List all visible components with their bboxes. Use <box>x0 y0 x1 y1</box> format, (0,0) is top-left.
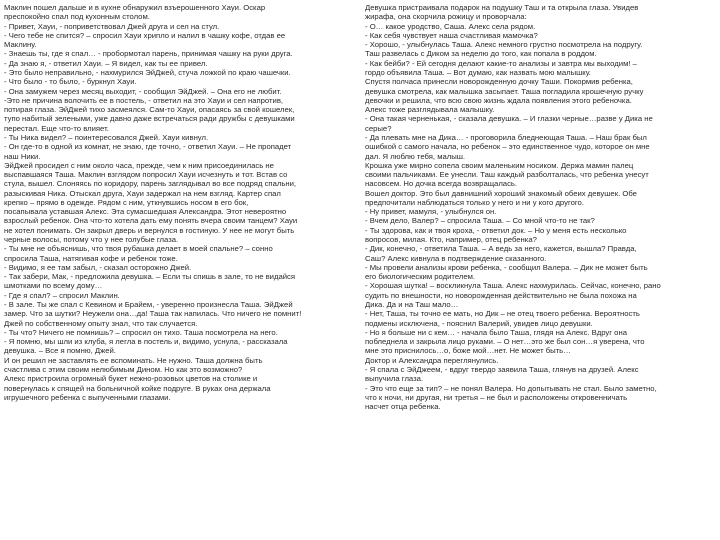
text-line: гордо объявила Таша. – Вот думаю, как назвать мою малышку. <box>365 67 591 77</box>
text-line: -Это не причина волочить ее в постель, - ответил на это Хауи и сел напротив, <box>4 95 284 105</box>
text-line: посапывала уставшая Алекс. Эта сумасшедшая Александра. Этот невероятно <box>4 207 287 217</box>
text-line: - Ты мне не объяснишь, что твоя рубашка делает в моей спальне? – сонно <box>4 244 273 254</box>
text-line: стула, вышел. Слоняясь по коридору, парень заглядывал во все подряд спальни, <box>4 179 297 189</box>
text-line: Саш? Алекс кивнула в подтверждение сказанного. <box>365 253 547 263</box>
text-line: - Она замужем через месяц выходит, - сообщил ЭйДжей. – Она его не любит. <box>4 86 282 96</box>
text-line: своими пальчиками. Ее унесли. Таш каждый разболталась, что ребенка унесут <box>365 170 649 180</box>
text-line: выпучила глаза. <box>365 374 424 384</box>
text-line: преспокойно спал под кухонным столом. <box>4 12 150 22</box>
text-line: - О… какое уродство, Саша. Алекс села рядом. <box>365 21 536 31</box>
text-line: - Это было неправильно, - нахмурился ЭйДжей, стуча ложкой по краю чашечки. <box>4 67 291 77</box>
text-line: Алекс тоже разглядывала малышку. <box>365 105 495 115</box>
text-line: - Да знаю я, - ответил Хауи. – Я видел, как ты ее привел. <box>4 58 208 68</box>
text-line: ЭйДжей просидел с ним около часа, прежде, чем к ним присоединилась не <box>4 160 274 170</box>
text-line: - Я помню, мы шли из клуба, я легла в постель и, видимо, уснула, - рассказала <box>4 337 288 347</box>
text-line: ошибкой с самого начала, но ребенок – это единственное чудо, которое он мне <box>365 142 650 152</box>
text-line: - Она такая черненькая, - сказала девушка. – И глазки черные…разве у Дика не <box>365 114 653 124</box>
text-line: вопросов, милая. Кто, например, отец ребенка? <box>365 235 537 245</box>
text-line: что к ночи, ни другая, ни третья – не был и расположены откровенничать <box>365 392 628 402</box>
text-line: Доктор и Александра переглянулись. <box>365 355 499 365</box>
text-line: Маклину. <box>4 40 37 50</box>
text-line: Маклин пошел дальше и в кухне обнаружил взъерошенного Хауи. Оскар <box>4 3 266 12</box>
right-text-column <box>365 3 716 540</box>
text-line: - Ты здорова, как и твоя кроха, - ответил док. – Но у меня есть несколько <box>365 225 627 235</box>
text-line: шмотками по всему дому… <box>4 281 103 291</box>
text-line: выспавшаяся Таша. Маклин взглядом попросил Хауи исчезнуть и тот. Встав со <box>4 170 288 180</box>
text-line: мне это приснилось…о, боже мой…нет. Не может быть… <box>365 346 571 356</box>
text-line: девушка. – Все я помню, Джей. <box>4 346 116 356</box>
text-line: девушка смотрела, как малышка засыпает. Таша погладила крошечную ручку <box>365 86 644 96</box>
text-line: тупо набитый зелеными, уже давно даже встречаться ради дружбы с девушками <box>4 114 295 124</box>
text-line: - Хорошая шутка! – воскликнула Таша. Алекс нахмурилась. Сейчас, конечно, рано <box>365 281 661 291</box>
text-line: перестал. Еще что-то влияет. <box>4 123 109 133</box>
text-line: черные волосы, потому что у нее голубые глаза. <box>4 235 179 245</box>
text-line: девочки и решила, что всю свою жизнь ждала появления этого ребеночка. <box>365 95 632 105</box>
text-line: - Но я больше ни с кем… - начала было Таша, глядя на Алекс. Вдруг она <box>365 327 627 337</box>
text-line: крепко – прямо в одежде. Рядом с ним, уткнувшись носом в его бок, <box>4 197 249 207</box>
left-text-column <box>4 3 355 540</box>
text-line: - Привет, Хауи, - поприветствовал Джей друга и сел на стул. <box>4 21 220 31</box>
text-line: Спустя полчаса принесли новорожденную дочку Таши. Покормив ребенка, <box>365 77 633 87</box>
text-line: Алекс пристроила огромный букет нежно-розовых цветов на столике и <box>4 374 258 384</box>
text-line: - Да плевать мне на Дика… - проговорила бледнеющая Таша. – Наш брак был <box>365 132 647 142</box>
text-line: - Ты Ника видел? – поинтересовался Джей. Хауи кивнул. <box>4 132 209 142</box>
text-line: - Мы провели анализы крови ребенка, - сообщил Валера. – Дик не может быть <box>365 262 648 272</box>
text-line: замер. Что за шутки? Неужели она…да! Таша так напилась. Что ничего не помнит! <box>4 309 302 319</box>
text-line: подмены исключена, - пояснил Валерий, увидев лицо девушки. <box>365 318 593 328</box>
text-line: - Это что еще за тип? – не понял Валера. Но допытывать не стал. Было заметно, <box>365 383 657 393</box>
text-line: - Что было - то было, - буркнул Хауи. <box>4 77 137 87</box>
text-line: игрушечного ребенка с выпученными глазами. <box>4 392 171 402</box>
text-line: - Хорошо, - улыбнулась Таша. Алекс немного грустно посмотрела на подругу. <box>365 40 643 50</box>
text-line: побледнела и закрыла лицо руками. – О нет…это же был сон…я уверена, что <box>365 337 645 347</box>
text-line: насчет отца ребенка. <box>365 402 441 412</box>
text-line: - Чего тебе не спится? – спросил Хауи хрипло и налил в чашку кофе, отдав ее <box>4 30 286 40</box>
text-line: Дика. Да и на Таш мало… <box>365 300 459 309</box>
text-line: Таш развелась с Диком за неделю до того, как попала в роддом. <box>365 49 597 59</box>
text-line: Девушка пристраивала подарок на подушку Таш и та открыла глаза. Увидев <box>365 3 639 12</box>
text-line: серые? <box>365 123 392 133</box>
text-line: - Где я спал? – спросил Маклин. <box>4 290 120 300</box>
text-line: судить по внешности, но новорожденная действительно не была похожа на <box>365 290 637 300</box>
text-line: не хотел понимать. Он закрыл дверь и вернулся в гостиную. У нее не могут быть <box>4 225 295 235</box>
text-line: - Как бейби? - Ей сегодня делают какие-то анализы и завтра мы выходим! – <box>365 58 637 68</box>
text-line: И он решил не заставлять ее вспоминать. Не нужно. Таша должна быть <box>4 355 263 365</box>
text-line: дал. Я люблю тебя, малыш. <box>365 151 466 161</box>
text-line: - Нет, Таша, ты точно ее мать, но Дик – не отец твоего ребенка. Вероятность <box>365 309 640 319</box>
text-line: счастлива с этим своим нелюбимым Дином. Но как это возможно? <box>4 364 243 374</box>
text-line: Джей по собственному опыту знал, что так случается. <box>4 318 198 328</box>
text-line: - Знаешь ты, где я спал… - пробормотал парень, принимая чашку на руки друга. <box>4 49 293 59</box>
text-line: - Дик, конечно, - ответила Таша. – А ведь за него, кажется, вышла? Правда, <box>365 244 637 254</box>
text-line: - Я спала с ЭйДжеем, - вдруг твердо заявила Таша, глянув на друзей. Алекс <box>365 364 639 374</box>
text-line: - Так забери, Мак, - предложила девушка. – Если ты спишь в зале, то не видайся <box>4 272 296 282</box>
text-line: предпочитали наблюдаться только у него и ни у кого другого. <box>365 197 584 207</box>
text-line: насовсем. Но дочка всегда возвращалась. <box>365 179 518 189</box>
text-line: Вошел доктор. Это был давнишний хороший знакомый обеих девушек. Обе <box>365 188 637 198</box>
text-line: - В зале. Ты же спал с Кевином и Брайем, - уверенно произнесла Таша. ЭйДжей <box>4 300 293 309</box>
text-line: - Ну привет, мамуля, - улыбнулся он. <box>365 207 497 217</box>
text-line: - Вчем дело, Валер? – спросила Таша. – Со мной что-то не так? <box>365 216 595 226</box>
text-line: разыскивая Ника. Отыскал друга, Хауи задержал на нем взгляд. Картер спал <box>4 188 281 198</box>
text-line: - Он где-то в одной из комнат, не знаю, где точно, - ответил Хауи. – Не пропадет <box>4 142 292 152</box>
text-line: взрослый ребенок. Она что-то хотела дать ему понять вчера своим танцем? Хауи <box>4 216 298 226</box>
text-line: жирафа, она скорчила рожицу и проворчала: <box>365 12 527 22</box>
text-line: Крошка уже мирно сопела своим маленьким носиком. Держа мамин палец <box>365 160 634 170</box>
text-line: спросила Таша, натягивая кофе и ребенок тоже. <box>4 253 178 263</box>
text-line: потирая глаза. ЭйДжей тихо засмеялся. Сам-то Хауи, опасаясь за свой кошелек, <box>4 105 295 115</box>
text-line: наш Ники. <box>4 151 41 161</box>
text-line: - Ты что? Ничего не помнишь? – спросил он тихо. Таша посмотрела на него. <box>4 327 278 337</box>
text-line: - Видимо, я ее там забыл, - сказал осторожно Джей. <box>4 262 192 272</box>
text-line: повернулась к спящей на больничной койке подруге. В руках она держала <box>4 383 271 393</box>
text-line: его биологическим родителем. <box>365 272 476 282</box>
text-line: - Как себя чувствует наша счастливая мамочка? <box>365 30 538 40</box>
